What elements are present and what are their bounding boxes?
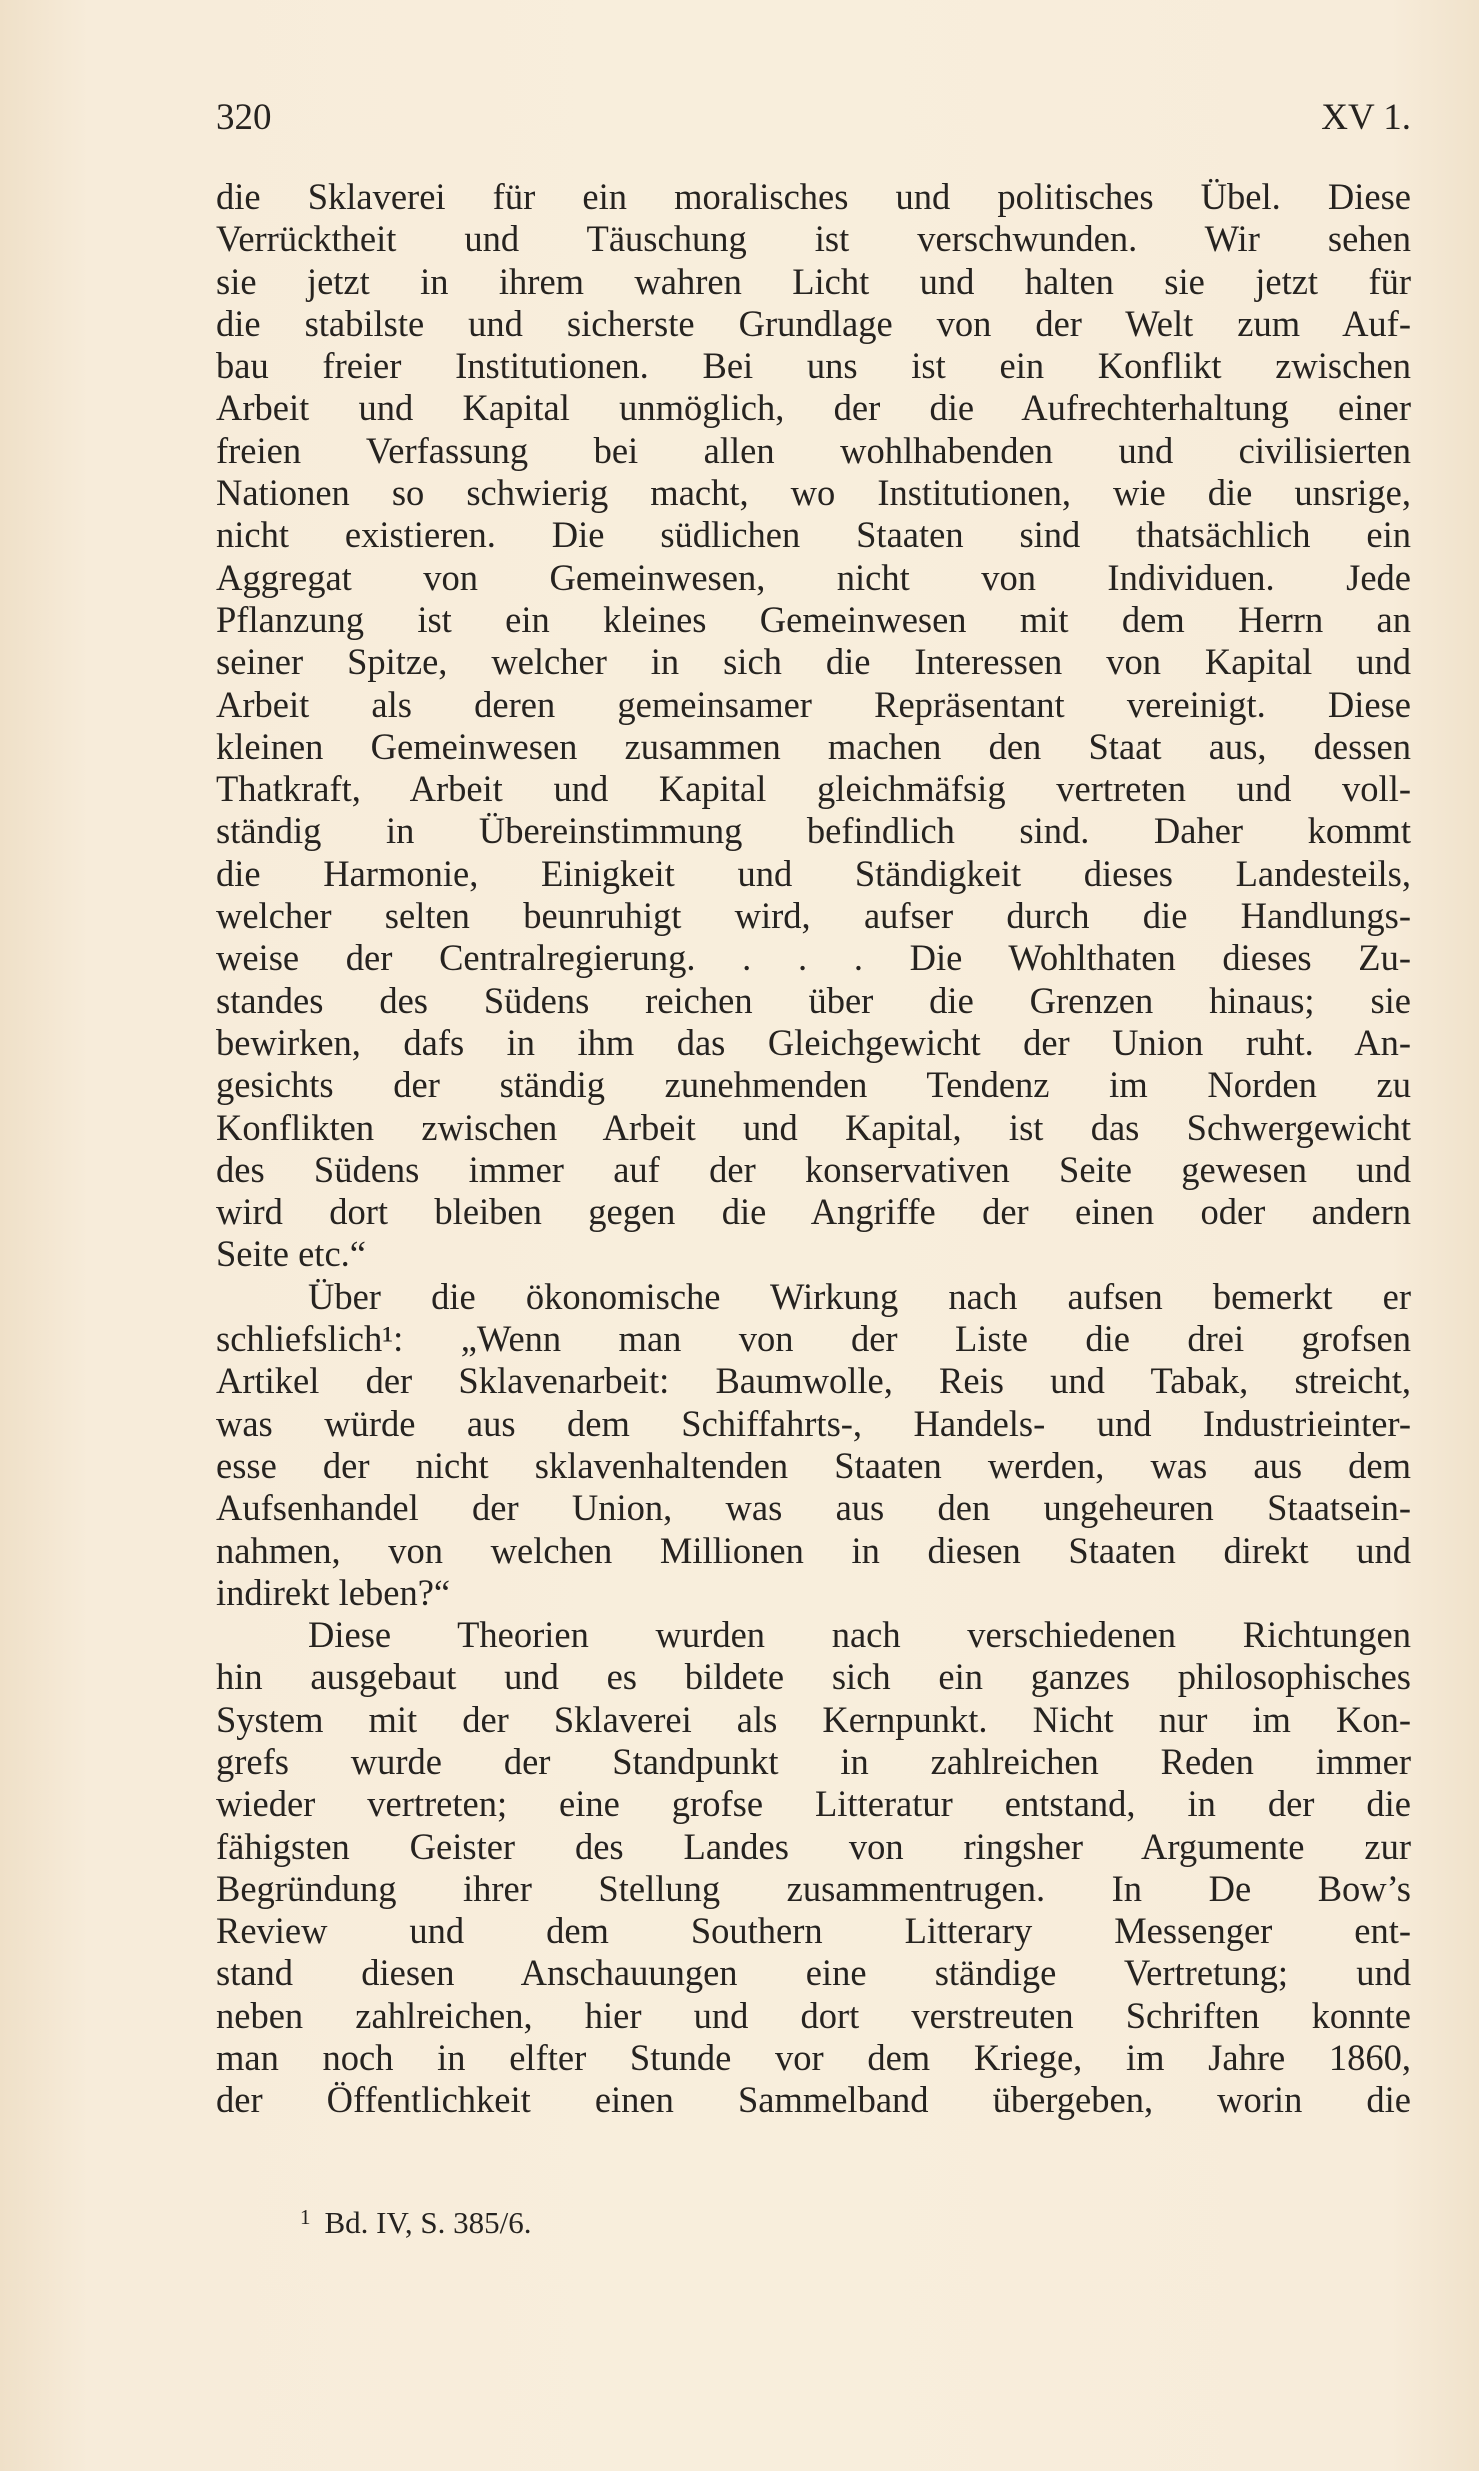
text-line: esse der nicht sklavenhaltenden Staaten werden, was aus dem xyxy=(216,1444,1411,1486)
text-line: indirekt leben?“ xyxy=(216,1571,451,1613)
text-line: sie jetzt in ihrem wahren Licht und halten sie jetzt für xyxy=(216,260,1411,302)
text-line: nicht existieren. Die südlichen Staaten sind thatsächlich ein xyxy=(216,514,1411,556)
text-line: die stabilste und sicherste Grundlage von der Welt zum Auf- xyxy=(216,302,1411,344)
footnote xyxy=(300,2205,532,2241)
text-line: Pflanzung ist ein kleines Gemeinwesen mit dem Herrn an xyxy=(216,598,1411,640)
text-line: des Südens immer auf der konservativen Seite gewesen und xyxy=(216,1148,1411,1190)
footnote-mark: 1 xyxy=(300,2205,311,2229)
text-line: hin ausgebaut und es bildete sich ein ganzes philosophisches xyxy=(216,1656,1411,1698)
text-line: Über die ökonomische Wirkung nach aufsen bemerkt er xyxy=(308,1275,1411,1317)
page-header xyxy=(216,96,1411,146)
text-line: Aggregat von Gemeinwesen, nicht von Individuen. Jede xyxy=(216,556,1411,598)
text-line: ständig in Übereinstimmung befindlich sind. Daher kommt xyxy=(216,810,1411,852)
text-line: Thatkraft, Arbeit und Kapital gleichmäfsig vertreten und voll- xyxy=(216,768,1411,810)
text-line: Verrücktheit und Täuschung ist verschwunden. Wir sehen xyxy=(216,218,1411,260)
text-line: Nationen so schwierig macht, wo Institutionen, wie die unsrige, xyxy=(216,472,1411,514)
text-line: nahmen, von welchen Millionen in diesen Staaten direkt und xyxy=(216,1529,1411,1571)
text-line: kleinen Gemeinwesen zusammen machen den Staat aus, dessen xyxy=(216,725,1411,767)
text-line: bau freier Institutionen. Bei uns ist ein Konflikt zwischen xyxy=(216,345,1411,387)
text-line: man noch in elfter Stunde vor dem Kriege, im Jahre 1860, xyxy=(216,2037,1411,2079)
text-line: weise der Centralregierung. . . . Die Wohlthaten dieses Zu- xyxy=(216,937,1411,979)
text-line: Begründung ihrer Stellung zusammentrugen. In De Bow’s xyxy=(216,1867,1411,1909)
text-line: Diese Theorien wurden nach verschiedenen Richtungen xyxy=(308,1614,1411,1656)
text-line: der Öffentlichkeit einen Sammelband übergeben, worin die xyxy=(216,2079,1411,2121)
text-line: standes des Südens reichen über die Grenzen hinaus; sie xyxy=(216,979,1411,1021)
text-line: wieder vertreten; eine grofse Litteratur entstand, in der die xyxy=(216,1783,1411,1825)
text-line: was würde aus dem Schiffahrts-, Handels- und Industrieinter- xyxy=(216,1402,1411,1444)
text-line: schliefslich¹: „Wenn man von der Liste die drei grofsen xyxy=(216,1318,1411,1360)
text-line: Arbeit und Kapital unmöglich, der die Aufrechterhaltung einer xyxy=(216,387,1411,429)
text-line: wird dort bleiben gegen die Angriffe der einen oder andern xyxy=(216,1191,1411,1233)
text-line: System mit der Sklaverei als Kernpunkt. Nicht nur im Kon- xyxy=(216,1698,1411,1740)
text-line: Arbeit als deren gemeinsamer Repräsentant vereinigt. Diese xyxy=(216,683,1411,725)
text-line: seiner Spitze, welcher in sich die Interessen von Kapital und xyxy=(216,641,1411,683)
text-line: Aufsenhandel der Union, was aus den ungeheuren Staatsein- xyxy=(216,1487,1411,1529)
text-line: Konflikten zwischen Arbeit und Kapital, ist das Schwergewicht xyxy=(216,1106,1411,1148)
text-line: neben zahlreichen, hier und dort verstreuten Schriften konnte xyxy=(216,1994,1411,2036)
text-line: fähigsten Geister des Landes von ringsher Argumente zur xyxy=(216,1825,1411,1867)
text-line: stand diesen Anschauungen eine ständige Vertretung; und xyxy=(216,1952,1411,1994)
text-line: Seite etc.“ xyxy=(216,1233,366,1275)
footnote-text: Bd. IV, S. 385/6. xyxy=(324,2205,532,2240)
text-line: gesichts der ständig zunehmenden Tendenz im Norden zu xyxy=(216,1064,1411,1106)
text-line: grefs wurde der Standpunkt in zahlreichen Reden immer xyxy=(216,1740,1411,1782)
body-text xyxy=(216,176,1411,2122)
text-line: Artikel der Sklavenarbeit: Baumwolle, Reis und Tabak, streicht, xyxy=(216,1360,1411,1402)
text-line: bewirken, dafs in ihm das Gleichgewicht der Union ruht. An- xyxy=(216,1021,1411,1063)
section-marker: XV 1. xyxy=(1321,97,1411,138)
text-line: Review und dem Southern Litterary Messenger ent- xyxy=(216,1910,1411,1952)
text-line: welcher selten beunruhigt wird, aufser durch die Handlungs- xyxy=(216,895,1411,937)
text-line: freien Verfassung bei allen wohlhabenden und civilisierten xyxy=(216,429,1411,471)
text-line: die Sklaverei für ein moralisches und politisches Übel. Diese xyxy=(216,176,1411,217)
text-line: die Harmonie, Einigkeit und Ständigkeit dieses Landesteils, xyxy=(216,852,1411,894)
page-number: 320 xyxy=(216,97,272,138)
